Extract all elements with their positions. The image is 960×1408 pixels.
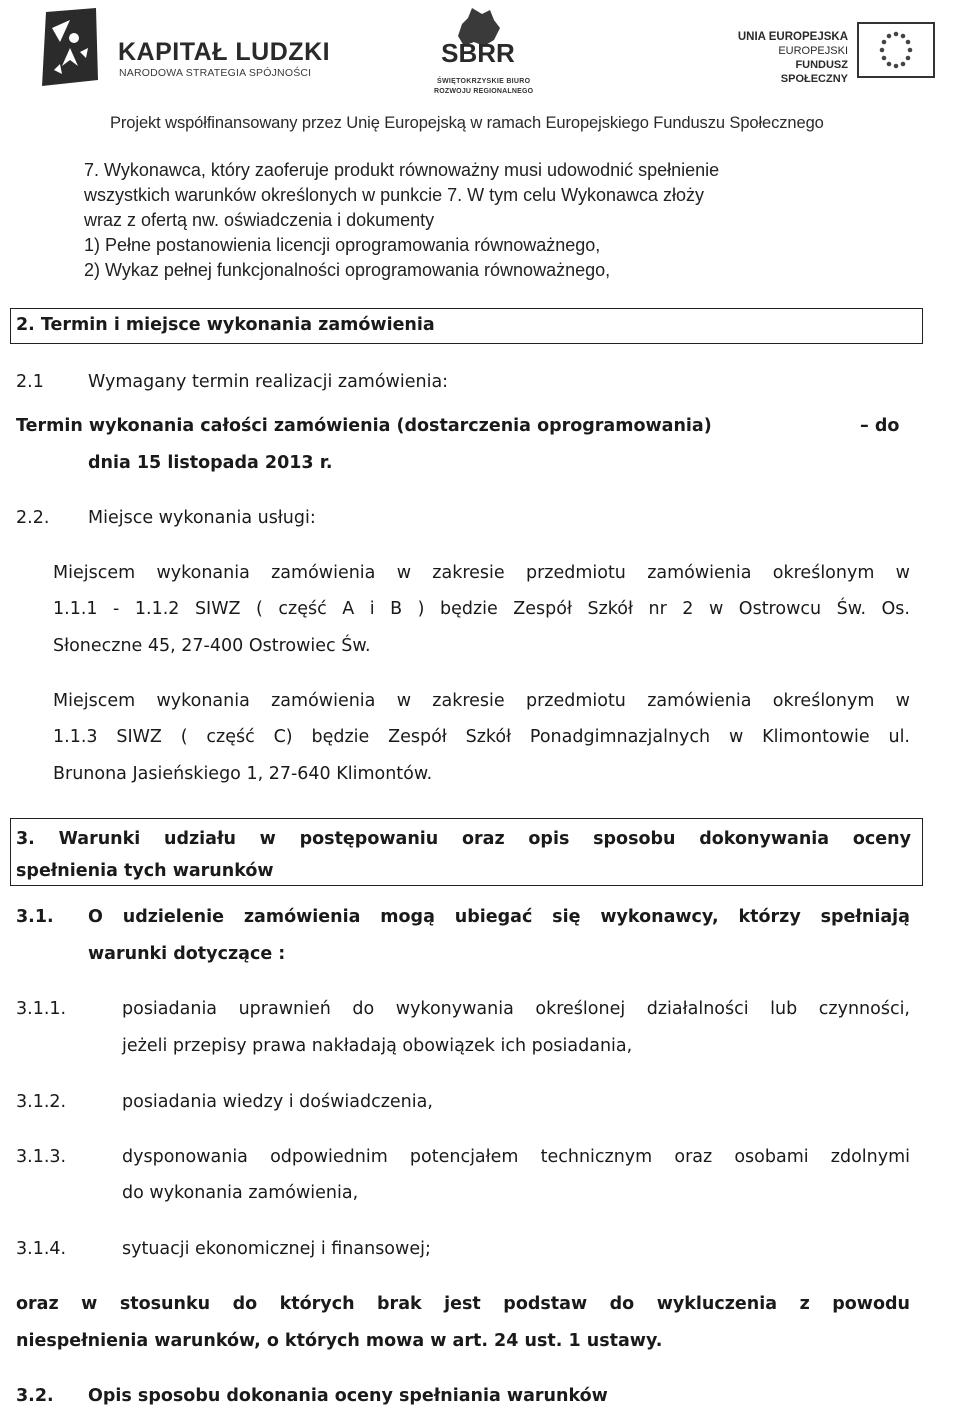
term-dash-do: – do: [860, 416, 900, 436]
sbrr-subtitle-1: ŚWIĘTOKRZYSKIE BIURO: [437, 78, 531, 85]
item-312-number: 3.1.2.: [16, 1092, 67, 1112]
sbrr-name: SBRR: [441, 38, 515, 68]
kapital-ludzki-title: KAPITAŁ LUDZKI: [118, 38, 331, 66]
item-311-number: 3.1.1.: [16, 999, 67, 1019]
project-cofinancing-line: Projekt współfinansowany przez Unię Europejską w ramach Europejskiego Funduszu Społecznego: [110, 114, 824, 132]
point7-line-4: 1) Pełne postanowienia licencji oprogramowania równoważnego,: [84, 235, 601, 255]
place2-line-1: Miejscem wykonania zamówienia w zakresie przedmiotu zamówienia określonym w: [53, 691, 910, 711]
section21-label: Wymagany termin realizacji zamówienia:: [88, 372, 449, 392]
kapital-ludzki-subtitle: NARODOWA STRATEGIA SPÓJNOŚCI: [119, 67, 312, 79]
sbrr-subtitle-2: ROZWOJU REGIONALNEGO: [434, 88, 534, 95]
eu-label: [730, 30, 848, 86]
sbrr-logo-icon: [428, 6, 528, 76]
item-313-line-2: do wykonania zamówienia,: [122, 1183, 359, 1203]
item-313-number: 3.1.3.: [16, 1147, 67, 1167]
section22-label: Miejsce wykonania usługi:: [88, 508, 316, 528]
place1-line-1: Miejscem wykonania zamówienia w zakresie przedmiotu zamówienia określonym w: [53, 563, 910, 583]
section31-line-1: O udzielenie zamówienia mogą ubiegać się wykonawcy, którzy spełniają: [88, 907, 910, 927]
item-313-line-1: dysponowania odpowiednim potencjałem technicznym oraz osobami zdolnymi: [122, 1147, 910, 1167]
place2-line-3: Brunona Jasieńskiego 1, 27-640 Klimontów.: [53, 764, 433, 784]
eu-flag-icon: [857, 22, 935, 78]
item-314-number: 3.1.4.: [16, 1239, 67, 1259]
section31-line-2: warunki dotyczące :: [88, 944, 286, 964]
section2-heading: 2. Termin i miejsce wykonania zamówienia: [16, 315, 435, 335]
point7-line-1: 7. Wykonawca, który zaoferuje produkt równoważny musi udowodnić spełnienie: [84, 160, 720, 180]
term-line-2: dnia 15 listopada 2013 r.: [88, 453, 333, 473]
kapital-ludzki-logo-icon: [40, 8, 100, 88]
item-314-line-1: sytuacji ekonomicznej i finansowej;: [122, 1239, 431, 1259]
item-311-line-1: posiadania uprawnień do wykonywania określonej działalności lub czynności,: [122, 999, 910, 1019]
point7-line-2: wszystkich warunków określonych w punkcie 7. W tym celu Wykonawca złoży: [84, 185, 705, 205]
eu-label-line2: EUROPEJSKI: [778, 45, 848, 57]
eu-label-line3: FUNDUSZ SPOŁECZNY: [780, 59, 848, 85]
section31-number: 3.1.: [16, 907, 54, 927]
section32-number: 3.2.: [16, 1386, 54, 1406]
page-header: [0, 0, 960, 150]
point7-line-3: wraz z ofertą nw. oświadczenia i dokumenty: [84, 210, 435, 230]
place1-line-2: 1.1.1 - 1.1.2 SIWZ ( część A i B ) będzie Zespół Szkół nr 2 w Ostrowcu Św. Os.: [53, 599, 910, 619]
section3-heading-line-1: 3. Warunki udziału w postępowaniu oraz opis sposobu dokonywania oceny: [16, 829, 911, 849]
closing-line-2: niespełnienia warunków, o których mowa w art. 24 ust. 1 ustawy.: [16, 1331, 663, 1351]
place2-line-2: 1.1.3 SIWZ ( część C) będzie Zespół Szkół Ponadgimnazjalnych w Klimontowie ul.: [53, 727, 910, 747]
item-311-line-2: jeżeli przepisy prawa nakładają obowiązek ich posiadania,: [122, 1036, 633, 1056]
term-line-1: Termin wykonania całości zamówienia (dostarczenia oprogramowania): [16, 416, 712, 436]
eu-label-line1: UNIA EUROPEJSKA: [737, 31, 848, 43]
section21-number: 2.1: [16, 372, 44, 392]
place1-line-3: Słoneczne 45, 27-400 Ostrowiec Św.: [53, 636, 371, 656]
section3-heading-line-2: spełnienia tych warunków: [16, 861, 274, 881]
item-312-line-1: posiadania wiedzy i doświadczenia,: [122, 1092, 433, 1112]
closing-line-1: oraz w stosunku do których brak jest podstaw do wykluczenia z powodu: [16, 1294, 910, 1314]
section22-number: 2.2.: [16, 508, 50, 528]
point7-line-5: 2) Wykaz pełnej funkcjonalności oprogramowania równoważnego,: [84, 260, 611, 280]
section32-label: Opis sposobu dokonania oceny spełniania warunków: [88, 1386, 608, 1406]
